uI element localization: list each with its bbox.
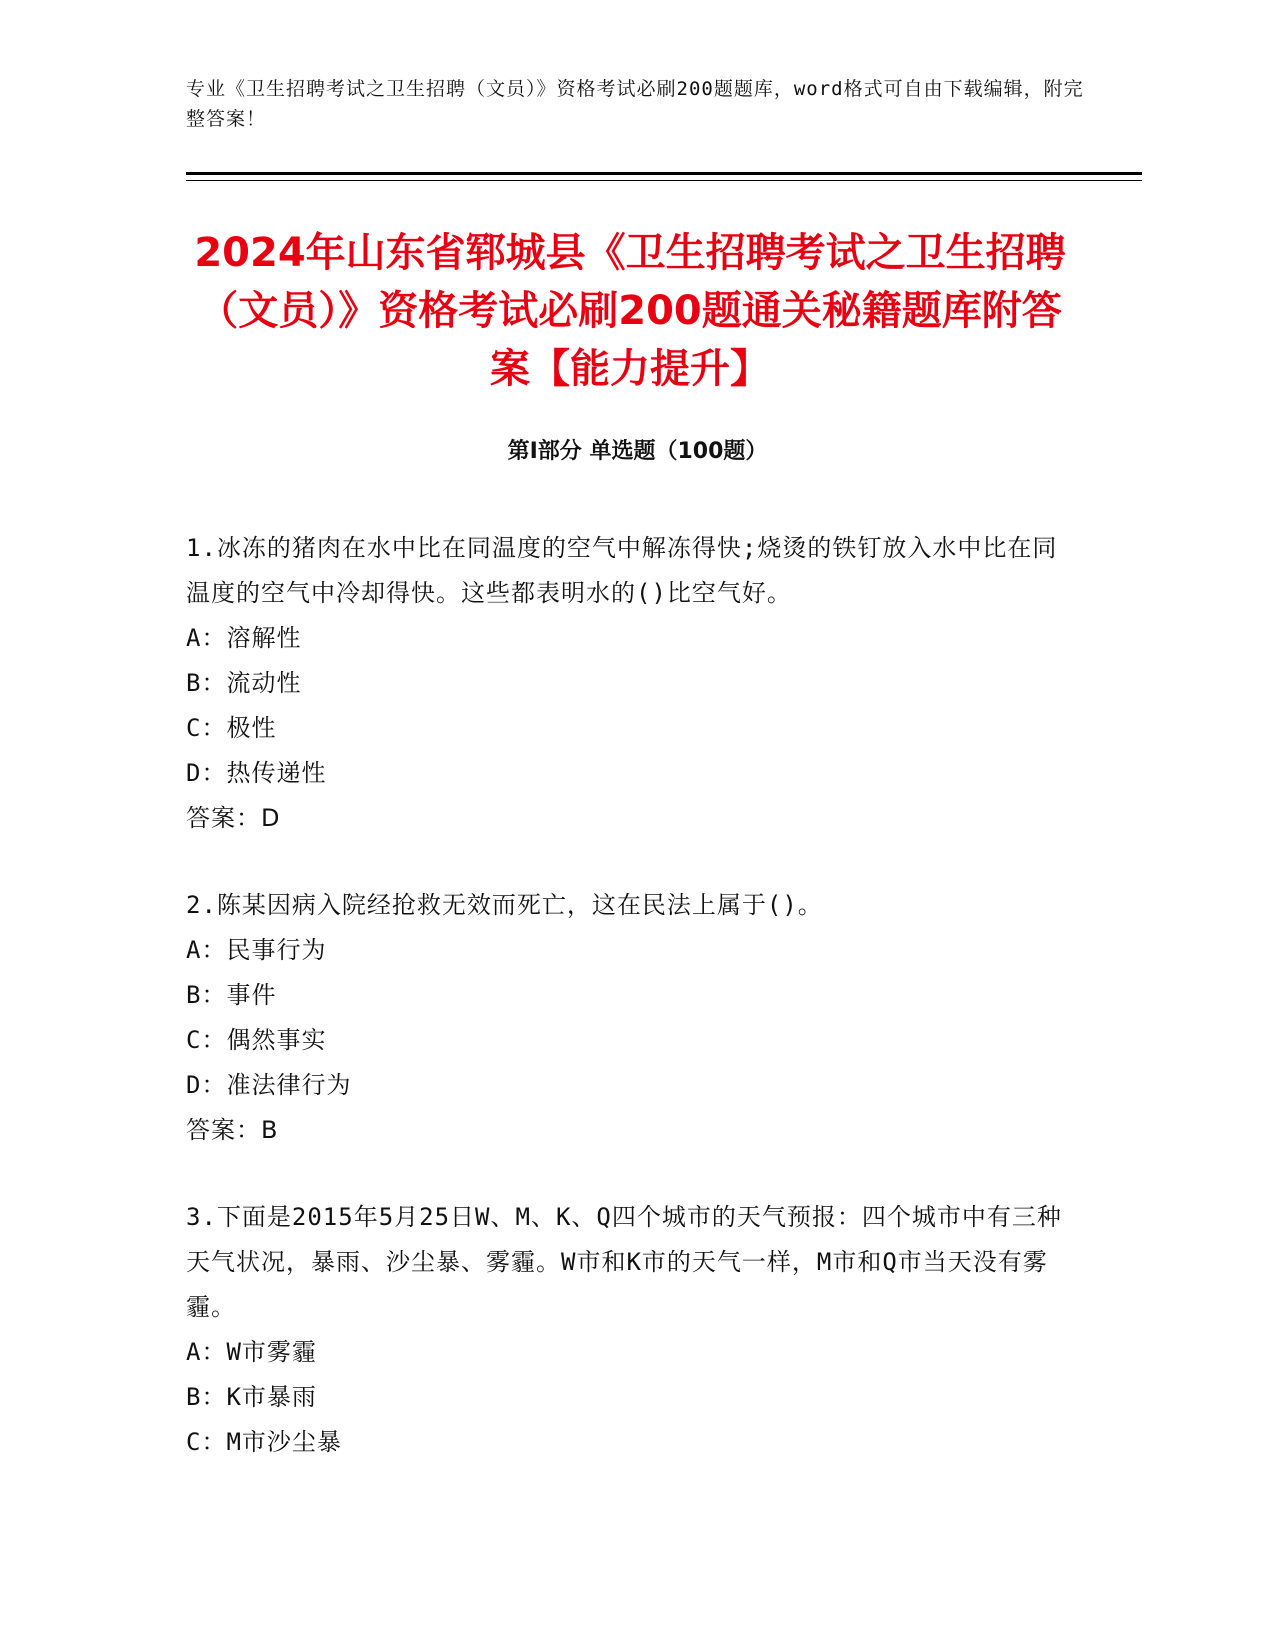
question-option: B：流动性 <box>186 669 302 697</box>
question-option: D：准法律行为 <box>186 1071 352 1099</box>
question-stem: 1.冰冻的猪肉在水中比在同温度的空气中解冻得快;烧烫的铁钉放入水中比在同温度的空气中冷却得快。这些都表明水的()比空气好。 <box>186 534 1058 607</box>
question-answer: 答案：D <box>186 804 281 832</box>
section-heading: 第Ⅰ部分 单选题（100题） <box>507 439 768 464</box>
header-note: 专业《卫生招聘考试之卫生招聘（文员）》资格考试必刷200题题库，word格式可自由下载编辑，附完整答案！ <box>186 78 1084 130</box>
question-option: A：溶解性 <box>186 624 302 652</box>
question-item <box>186 883 1076 1153</box>
question-option: B：K市暴雨 <box>186 1383 317 1411</box>
question-stem: 2.陈某因病入院经抢救无效而死亡，这在民法上属于()。 <box>186 891 823 919</box>
question-option: B：事件 <box>186 981 277 1009</box>
question-option: D：热传递性 <box>186 759 327 787</box>
header-rule-thin <box>186 180 1142 181</box>
question-option: C：M市沙尘暴 <box>186 1428 342 1456</box>
question-answer: 答案：B <box>186 1116 279 1144</box>
header-rule-thick <box>186 172 1142 175</box>
question-option: A：民事行为 <box>186 936 327 964</box>
question-option: C：偶然事实 <box>186 1026 327 1054</box>
question-list <box>186 526 1076 1507</box>
document-title: 2024年山东省郓城县《卫生招聘考试之卫生招聘（文员）》资格考试必刷200题通关秘籍题库附答案【能力提升】 <box>194 230 1066 392</box>
question-option: C：极性 <box>186 714 277 742</box>
question-option: A：W市雾霾 <box>186 1338 317 1366</box>
question-stem: 3.下面是2015年5月25日W、M、K、Q四个城市的天气预报：四个城市中有三种天气状况，暴雨、沙尘暴、雾霾。W市和K市的天气一样，M市和Q市当天没有雾霾。 <box>186 1203 1062 1321</box>
question-item <box>186 1195 1076 1465</box>
question-item <box>186 526 1076 841</box>
